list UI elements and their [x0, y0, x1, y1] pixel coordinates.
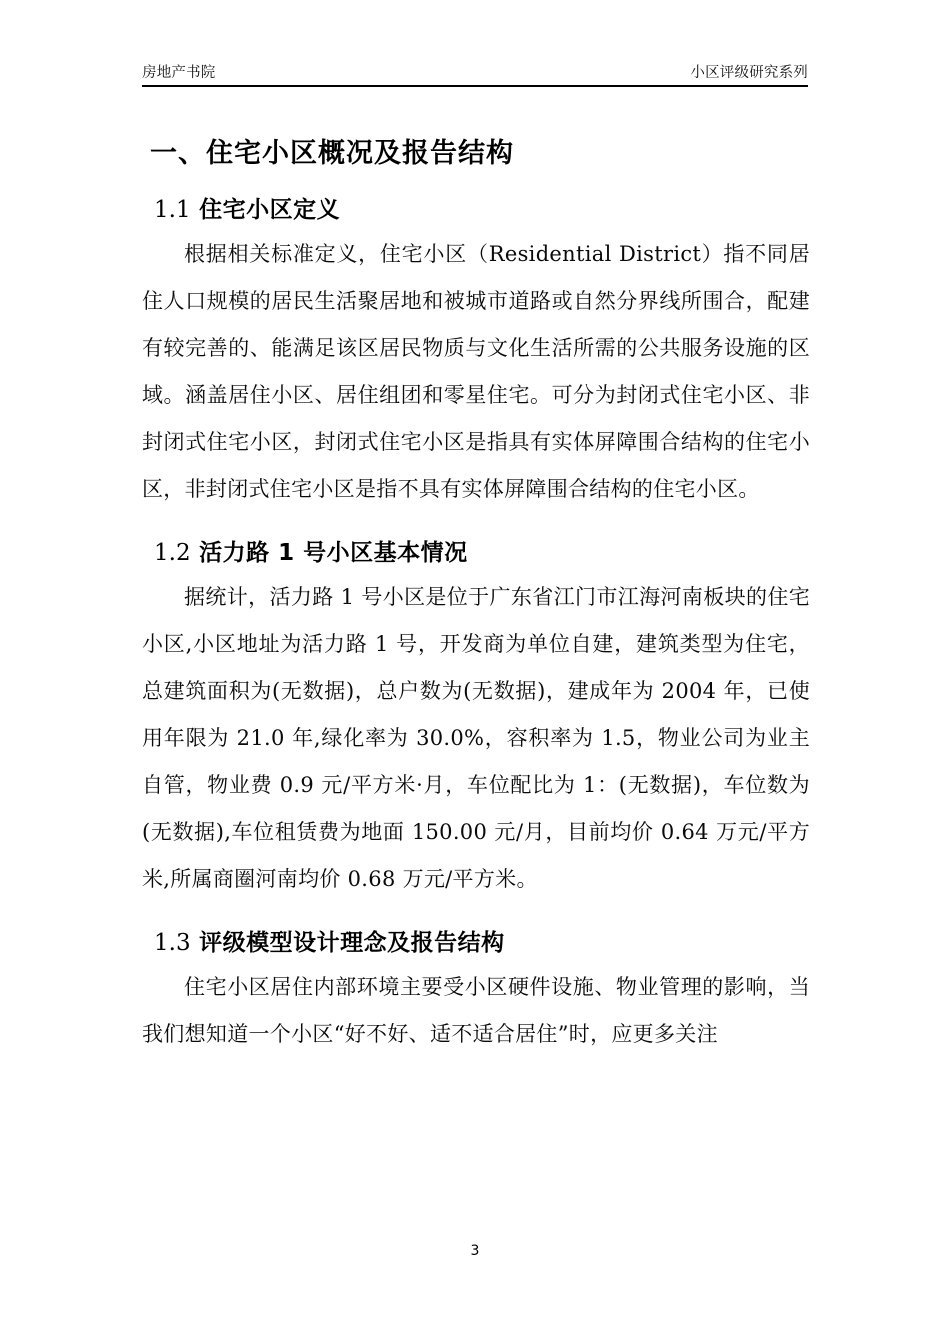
paragraph-1-1: 根据相关标准定义，住宅小区（Residential District）指不同居住人口规模的居民生活聚居地和被城市道路或自然分界线所围合，配建有较完善的、能满足该区居民物质与文化生活所需的公共服务设施的区域。涵盖居住小区、居住组团和零星住宅。可分为封闭式住宅小区、非封闭式住宅小区，封闭式住宅小区是指具有实体屏障围合结构的住宅小区，非封闭式住宅小区是指不具有实体屏障围合结构的住宅小区。 [142, 242, 810, 502]
header-left-title: 房地产书院 [142, 65, 216, 81]
page-number: 3 [470, 1243, 480, 1259]
heading-1-3-number: 1.3 [154, 929, 191, 956]
heading-1-2-label: 活力路 1 号小区基本情况 [199, 540, 468, 567]
heading-1-2-number: 1.2 [154, 540, 191, 567]
heading-1-1-label: 住宅小区定义 [199, 197, 341, 224]
running-header [142, 66, 808, 87]
header-right-title: 小区评级研究系列 [690, 65, 808, 81]
heading-1-2 [142, 539, 810, 568]
heading-1-3-label: 评级模型设计理念及报告结构 [199, 929, 505, 956]
page-title: 一、住宅小区概况及报告结构 [150, 138, 514, 169]
paragraph-1-3: 住宅小区居住内部环境主要受小区硬件设施、物业管理的影响，当我们想知道一个小区“好不好、适不适合居住”时，应更多关注 [142, 974, 810, 1046]
document-body [142, 118, 810, 1058]
heading-1-1-number: 1.1 [154, 197, 191, 224]
heading-1-1 [142, 196, 810, 225]
paragraph-1-2: 据统计，活力路 1 号小区是位于广东省江门市江海河南板块的住宅小区,小区地址为活力路 1 号，开发商为单位自建，建筑类型为住宅，总建筑面积为(无数据)，总户数为(无数据)，建成年为 2004 年，已使用年限为 21.0 年,绿化率为 30.0%，容积率为 1.5，物业公司为业主自管，物业费 0.9 元/平方米·月，车位配比为 1：(无数据)，车位数为(无数据),车位租赁费为地面 150.00 元/月，目前均价 0.64 万元/平方米,所属商圈河南均价 0.68 万元/平方米。 [142, 584, 810, 891]
heading-1-3 [142, 929, 810, 958]
